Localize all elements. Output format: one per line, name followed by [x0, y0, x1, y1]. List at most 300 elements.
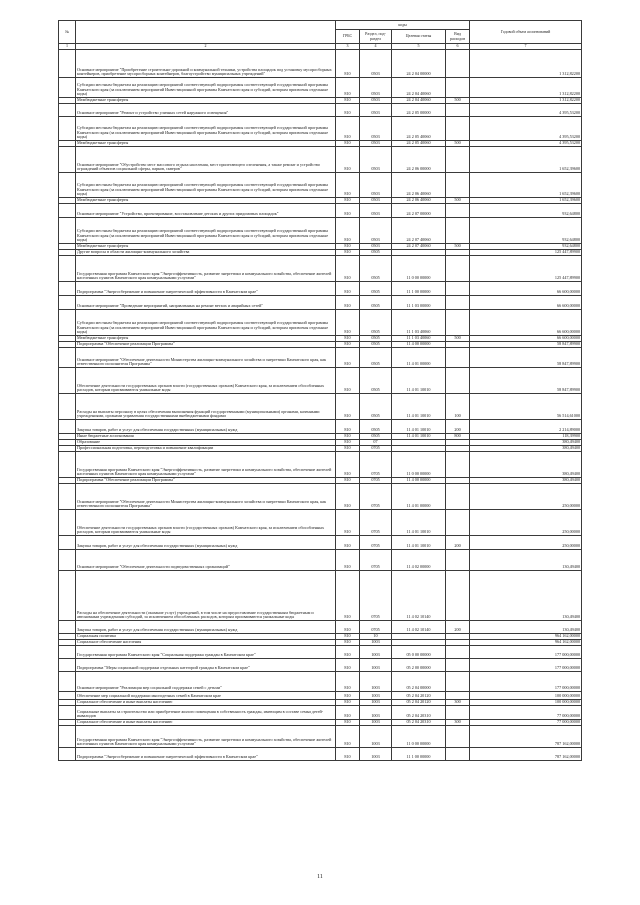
cell-article: 05 2 04 20120 — [392, 700, 446, 706]
cell-annual-sum: 118,39900 — [470, 434, 582, 440]
cell-annual-sum: 100 000,00000 — [470, 692, 582, 700]
table-row — [59, 420, 582, 434]
cell-number — [59, 550, 76, 571]
cell-grbs: 810 — [336, 256, 360, 282]
cell-article: 05 2 04 00000 — [392, 672, 446, 692]
cell-article: 24 2 04 40060 — [392, 78, 446, 98]
cell-name: Основное мероприятие "Обеспечение деятельности подведомственных организаций" — [76, 550, 336, 571]
cell-grbs: 810 — [336, 342, 360, 348]
cell-section: 0505 — [360, 434, 392, 440]
cell-expense-type: 500 — [446, 244, 470, 250]
cell-annual-sum: 66 600,00000 — [470, 296, 582, 310]
cell-name: Социальное обеспечение и иные выплаты населению — [76, 700, 336, 706]
cell-expense-type — [446, 484, 470, 510]
cell-number — [59, 621, 76, 634]
cell-article: 11 4 01 10010 — [392, 434, 446, 440]
cell-article: 24 2 06 40060 — [392, 198, 446, 204]
cell-grbs: 810 — [336, 147, 360, 173]
cell-name: Межбюджетные трансферты — [76, 336, 336, 342]
cell-article: 24 2 04 00000 — [392, 50, 446, 78]
cell-number — [59, 147, 76, 173]
cell-article: 11 4 02 10140 — [392, 571, 446, 621]
table-row — [59, 204, 582, 218]
cell-section: 0705 — [360, 478, 392, 484]
header-annual-sum: Годовой объем ассигнований — [470, 21, 582, 44]
cell-name: Обеспечение деятельности государственных органов власти (государственных органов) Камчатского края, за исключением обособленных расходов, которым присваиваются уникальные коды — [76, 368, 336, 394]
cell-grbs: 810 — [336, 310, 360, 336]
cell-expense-type: 300 — [446, 720, 470, 726]
cell-grbs: 810 — [336, 748, 360, 761]
cell-article: 24 2 07 00000 — [392, 204, 446, 218]
cell-annual-sum: 58 847,89900 — [470, 368, 582, 394]
cell-expense-type — [446, 173, 470, 198]
cell-section: 0503 — [360, 204, 392, 218]
table-row — [59, 621, 582, 634]
table-row — [59, 659, 582, 672]
header-expense-type: Вид расходов — [446, 30, 470, 44]
cell-number — [59, 536, 76, 550]
cell-expense-type — [446, 282, 470, 296]
header-number: № — [59, 21, 76, 44]
cell-article: 11 4 01 10010 — [392, 420, 446, 434]
cell-grbs: 810 — [336, 104, 360, 117]
table-row — [59, 748, 582, 761]
cell-article: 05 0 00 00000 — [392, 646, 446, 659]
cell-grbs: 810 — [336, 117, 360, 141]
cell-name: Социальное обеспечение и иные выплаты населению — [76, 720, 336, 726]
table-row — [59, 218, 582, 244]
cell-article: 24 2 07 40060 — [392, 218, 446, 244]
cell-grbs: 810 — [336, 282, 360, 296]
cell-name: Основное мероприятие "Ремонт и устройство уличных сетей наружного освещения" — [76, 104, 336, 117]
cell-annual-sum: 964 162,00000 — [470, 640, 582, 646]
cell-section: 0505 — [360, 282, 392, 296]
col-index-7: 7 — [470, 44, 582, 50]
cell-number — [59, 173, 76, 198]
cell-annual-sum: 125 447,89900 — [470, 256, 582, 282]
cell-grbs: 810 — [336, 646, 360, 659]
table-row — [59, 310, 582, 336]
header-grbs: ГРБС — [336, 30, 360, 44]
col-index-4: 4 — [360, 44, 392, 50]
cell-name: Закупка товаров, работ и услуг для обеспечения государственных (муниципальных) нужд — [76, 420, 336, 434]
table-row — [59, 348, 582, 368]
cell-expense-type — [446, 348, 470, 368]
cell-number — [59, 282, 76, 296]
cell-expense-type — [446, 692, 470, 700]
cell-grbs: 810 — [336, 640, 360, 646]
cell-number — [59, 78, 76, 98]
cell-expense-type — [446, 296, 470, 310]
cell-expense-type — [446, 659, 470, 672]
page-number: 11 — [317, 874, 323, 880]
table-row — [59, 536, 582, 550]
cell-section: 1003 — [360, 640, 392, 646]
cell-grbs: 810 — [336, 204, 360, 218]
cell-annual-sum: 932,64800 — [470, 204, 582, 218]
cell-section: 0503 — [360, 78, 392, 98]
cell-article: 24 2 04 40060 — [392, 98, 446, 104]
cell-section: 1003 — [360, 726, 392, 748]
cell-expense-type — [446, 147, 470, 173]
cell-section: 1003 — [360, 692, 392, 700]
table-row — [59, 117, 582, 141]
cell-name: Субсидии местным бюджетам на реализацию мероприятий соответствующей подпрограммы соответствующей государственной программы Камчатского края (за исключением мероприятий Инвестиционной программы Камчатского края и субсидий, которым присвоены отдельные коды) — [76, 117, 336, 141]
cell-name: Межбюджетные трансферты — [76, 244, 336, 250]
cell-grbs: 810 — [336, 50, 360, 78]
cell-annual-sum: 1 652,39600 — [470, 173, 582, 198]
cell-expense-type — [446, 218, 470, 244]
cell-name: Основное мероприятие "Реализация мер социальной поддержки семей с детьми" — [76, 672, 336, 692]
cell-name: Государственная программа Камчатского края "Энергоэффективность, развитие энергетики и коммунального хозяйства, обеспечение жителей населенных пунктов Камчатского края коммунальными услугами" — [76, 726, 336, 748]
cell-expense-type: 500 — [446, 336, 470, 342]
cell-name: Образование — [76, 440, 336, 446]
cell-section: 0503 — [360, 98, 392, 104]
cell-article: 24 2 06 00000 — [392, 147, 446, 173]
cell-expense-type — [446, 646, 470, 659]
header-article: Целевая статья — [392, 30, 446, 44]
cell-grbs: 810 — [336, 368, 360, 394]
cell-article: 24 2 06 40060 — [392, 173, 446, 198]
cell-section: 0505 — [360, 368, 392, 394]
cell-section: 0705 — [360, 452, 392, 478]
cell-grbs: 810 — [336, 621, 360, 634]
cell-section: 0503 — [360, 244, 392, 250]
cell-grbs: 810 — [336, 78, 360, 98]
table-row — [59, 147, 582, 173]
cell-number — [59, 310, 76, 336]
cell-number — [59, 218, 76, 244]
cell-annual-sum: 380,49400 — [470, 452, 582, 478]
cell-expense-type — [446, 368, 470, 394]
cell-grbs: 810 — [336, 434, 360, 440]
cell-annual-sum: 964 162,00000 — [470, 634, 582, 640]
cell-grbs: 810 — [336, 250, 360, 256]
cell-number — [59, 484, 76, 510]
cell-article: 11 4 01 10010 — [392, 510, 446, 536]
cell-section: 0705 — [360, 536, 392, 550]
cell-name: Межбюджетные трансферты — [76, 141, 336, 147]
cell-expense-type — [446, 104, 470, 117]
cell-expense-type — [446, 78, 470, 98]
cell-name: Обеспечение деятельности государственных органов власти (государственных органов) Камчатского края, за исключением обособленных расходов, которым присваиваются уникальные коды — [76, 510, 336, 536]
cell-expense-type — [446, 571, 470, 621]
cell-name: Субсидии местным бюджетам на реализацию мероприятий соответствующей подпрограммы соответствующей государственной программы Камчатского края (за исключением мероприятий Инвестиционной программы Камчатского края и субсидий, которым присвоены отдельные коды) — [76, 310, 336, 336]
cell-expense-type — [446, 672, 470, 692]
cell-section: 10 — [360, 634, 392, 640]
cell-section: 0505 — [360, 296, 392, 310]
header-row-top — [59, 21, 582, 30]
cell-grbs: 810 — [336, 659, 360, 672]
cell-expense-type: 500 — [446, 141, 470, 147]
cell-name: Основное мероприятие "Обустройство мест массового отдыха населения, мест прилегающего озеленения, а также ремонт и устройство ограждений объектов социальной сферы, парков, скверов" — [76, 147, 336, 173]
cell-section: 0505 — [360, 394, 392, 420]
cell-name: Расходы на обеспечение деятельности (оказание услуг) учреждений, в том числе на предоставление государственным бюджетным и автономным учреждениям субсидий, за исключением обособленных расходов, которым присваиваются уникальные коды — [76, 571, 336, 621]
table-row — [59, 173, 582, 198]
cell-annual-sum: 1 312,82200 — [470, 98, 582, 104]
cell-annual-sum: 1 652,39600 — [470, 147, 582, 173]
cell-article: 11 1 03 40060 — [392, 310, 446, 336]
cell-expense-type: 500 — [446, 98, 470, 104]
cell-expense-type: 300 — [446, 700, 470, 706]
cell-grbs: 810 — [336, 510, 360, 536]
header-name — [76, 21, 336, 44]
cell-section: 1003 — [360, 659, 392, 672]
cell-expense-type: 200 — [446, 420, 470, 434]
cell-section: 0503 — [360, 50, 392, 78]
cell-annual-sum: 932,64800 — [470, 218, 582, 244]
table-row — [59, 50, 582, 78]
cell-annual-sum: 2 214,89000 — [470, 420, 582, 434]
cell-article: 11 4 02 10140 — [392, 621, 446, 634]
cell-name: Межбюджетные трансферты — [76, 98, 336, 104]
cell-section: 0705 — [360, 571, 392, 621]
cell-annual-sum: 250,00000 — [470, 510, 582, 536]
cell-article: 11 4 01 10010 — [392, 394, 446, 420]
cell-grbs: 810 — [336, 634, 360, 640]
cell-annual-sum: 380,49400 — [470, 446, 582, 452]
header-codes: коды — [336, 21, 470, 30]
cell-number — [59, 646, 76, 659]
cell-article: 11 4 01 00000 — [392, 348, 446, 368]
cell-number — [59, 672, 76, 692]
cell-article: 24 2 05 40060 — [392, 117, 446, 141]
table-row — [59, 104, 582, 117]
cell-section: 07 — [360, 440, 392, 446]
cell-article: 05 2 04 20120 — [392, 692, 446, 700]
cell-name: Субсидии местным бюджетам на реализацию мероприятий соответствующей подпрограммы соответствующей государственной программы Камчатского края (за исключением мероприятий Инвестиционной программы Камчатского края и субсидий, которым присвоены отдельные коды) — [76, 218, 336, 244]
cell-name: Основное мероприятие "Обеспечение деятельности Министерства жилищно-коммунального хозяйства и энергетики Камчатского края, как ответственного исполнителя Программы" — [76, 484, 336, 510]
cell-annual-sum: 1 312,82200 — [470, 78, 582, 98]
cell-expense-type — [446, 726, 470, 748]
cell-number — [59, 452, 76, 478]
cell-section: 0503 — [360, 141, 392, 147]
cell-article: 05 2 00 00000 — [392, 659, 446, 672]
cell-article: 24 2 05 00000 — [392, 104, 446, 117]
cell-number — [59, 692, 76, 700]
cell-grbs: 810 — [336, 726, 360, 748]
cell-article: 11 4 01 10010 — [392, 368, 446, 394]
cell-expense-type: 800 — [446, 434, 470, 440]
cell-expense-type — [446, 117, 470, 141]
cell-grbs: 810 — [336, 700, 360, 706]
cell-grbs: 810 — [336, 336, 360, 342]
cell-name: Основное мероприятие "Устройство, проектирование, восстановление детских и других придомовых площадок" — [76, 204, 336, 218]
cell-article: 11 4 02 00000 — [392, 550, 446, 571]
cell-annual-sum: 58 847,89900 — [470, 342, 582, 348]
cell-grbs: 810 — [336, 98, 360, 104]
cell-section: 0705 — [360, 484, 392, 510]
cell-grbs: 810 — [336, 536, 360, 550]
cell-expense-type: 200 — [446, 621, 470, 634]
cell-name: Основное мероприятие "Приобретение строительно-дорожной и коммунальной техники, устройства площадок под установку мусоросборных контейнеров, приобретение мусоросборных контейнеров, благоустройство муниципальных учреждений" — [76, 50, 336, 78]
cell-annual-sum: 56 514,61000 — [470, 394, 582, 420]
cell-grbs: 810 — [336, 452, 360, 478]
cell-number — [59, 748, 76, 761]
cell-number — [59, 706, 76, 720]
cell-number — [59, 204, 76, 218]
cell-article: 11 0 00 00000 — [392, 726, 446, 748]
cell-expense-type — [446, 748, 470, 761]
cell-expense-type — [446, 50, 470, 78]
cell-name: Субсидии местным бюджетам на реализацию мероприятий соответствующей подпрограммы соответствующей государственной программы Камчатского края (за исключением мероприятий Инвестиционной программы Камчатского края и субсидий, которым присвоены отдельные коды) — [76, 78, 336, 98]
table-row — [59, 78, 582, 98]
cell-grbs: 810 — [336, 440, 360, 446]
table-row — [59, 296, 582, 310]
cell-name: Основное мероприятие "Обеспечение деятельности Министерства жилищно-коммунального хозяйства и энергетики Камчатского края, как ответственного исполнителя Программы" — [76, 348, 336, 368]
cell-name: Закупка товаров, работ и услуг для обеспечения государственных (муниципальных) нужд — [76, 536, 336, 550]
cell-grbs: 810 — [336, 550, 360, 571]
cell-name: Подпрограмма "Обеспечение реализации Программы" — [76, 342, 336, 348]
cell-number — [59, 296, 76, 310]
cell-grbs: 810 — [336, 296, 360, 310]
cell-annual-sum: 58 847,89900 — [470, 348, 582, 368]
cell-name: Профессиональная подготовка, переподготовка и повышение квалификации — [76, 446, 336, 452]
table-row — [59, 672, 582, 692]
cell-annual-sum: 66 600,00000 — [470, 310, 582, 336]
table-row — [59, 394, 582, 420]
cell-section: 0505 — [360, 256, 392, 282]
col-index-1: 1 — [59, 44, 76, 50]
cell-section: 1003 — [360, 646, 392, 659]
cell-name: Социальные выплаты за строительство или приобретение жилого помещения в собственность граждан, имеющим в составе семьи детей-инвалидов — [76, 706, 336, 720]
cell-grbs: 810 — [336, 484, 360, 510]
cell-name: Государственная программа Камчатского края "Социальная поддержка граждан в Камчатском крае" — [76, 646, 336, 659]
cell-expense-type: 500 — [446, 198, 470, 204]
cell-name: Иные бюджетные ассигнования — [76, 434, 336, 440]
cell-annual-sum: 380,49400 — [470, 440, 582, 446]
cell-number — [59, 50, 76, 78]
cell-number — [59, 368, 76, 394]
cell-grbs: 810 — [336, 706, 360, 720]
cell-grbs: 810 — [336, 446, 360, 452]
cell-article: 11 4 00 00000 — [392, 478, 446, 484]
cell-number — [59, 104, 76, 117]
table-row — [59, 571, 582, 621]
cell-grbs: 810 — [336, 198, 360, 204]
cell-article: 11 4 01 00000 — [392, 484, 446, 510]
cell-annual-sum: 250,00000 — [470, 484, 582, 510]
cell-section: 0705 — [360, 446, 392, 452]
table-row — [59, 692, 582, 700]
cell-name: Межбюджетные трансферты — [76, 198, 336, 204]
cell-section: 1003 — [360, 720, 392, 726]
cell-number — [59, 726, 76, 748]
cell-number — [59, 420, 76, 434]
cell-annual-sum: 4 395,53200 — [470, 117, 582, 141]
cell-annual-sum: 177 000,00000 — [470, 646, 582, 659]
cell-expense-type — [446, 256, 470, 282]
table-row — [59, 282, 582, 296]
cell-annual-sum: 130,49400 — [470, 550, 582, 571]
cell-section: 0705 — [360, 621, 392, 634]
cell-number — [59, 256, 76, 282]
table-row — [59, 646, 582, 659]
cell-grbs: 810 — [336, 394, 360, 420]
cell-name: Другие вопросы в области жилищно-коммунального хозяйства — [76, 250, 336, 256]
cell-article: 11 1 03 00000 — [392, 296, 446, 310]
budget-sheet — [58, 20, 581, 761]
cell-section: 1003 — [360, 706, 392, 720]
cell-name: Субсидии местным бюджетам на реализацию мероприятий соответствующей подпрограммы соответствующей государственной программы Камчатского края (за исключением мероприятий Инвестиционной программы Камчатского края и субсидий, которым присвоены отдельные коды) — [76, 173, 336, 198]
cell-annual-sum: 4 395,53200 — [470, 104, 582, 117]
table-row — [59, 256, 582, 282]
cell-annual-sum: 177 000,00000 — [470, 659, 582, 672]
col-index-3: 3 — [336, 44, 360, 50]
cell-annual-sum: 932,64800 — [470, 244, 582, 250]
cell-section: 0503 — [360, 198, 392, 204]
table-row — [59, 726, 582, 748]
cell-section: 0503 — [360, 147, 392, 173]
cell-section: 0705 — [360, 550, 392, 571]
cell-expense-type — [446, 550, 470, 571]
cell-section: 0505 — [360, 348, 392, 368]
table-row — [59, 484, 582, 510]
cell-section: 0505 — [360, 336, 392, 342]
cell-expense-type — [446, 510, 470, 536]
cell-article: 11 4 01 10010 — [392, 536, 446, 550]
cell-section: 0503 — [360, 173, 392, 198]
cell-grbs: 810 — [336, 478, 360, 484]
cell-article: 11 1 00 00000 — [392, 748, 446, 761]
cell-name: Государственная программа Камчатского края "Энергоэффективность, развитие энергетики и коммунального хозяйства, обеспечение жителей населенных пунктов Камчатского края коммунальными услугами" — [76, 452, 336, 478]
cell-grbs: 810 — [336, 173, 360, 198]
cell-section: 0503 — [360, 117, 392, 141]
table-row — [59, 368, 582, 394]
cell-article: 11 1 00 00000 — [392, 282, 446, 296]
cell-annual-sum: 380,49400 — [470, 478, 582, 484]
cell-annual-sum: 130,49400 — [470, 621, 582, 634]
cell-name: Подпрограмма "Энергосбережение и повышение энергетической эффективности в Камчатском крае" — [76, 282, 336, 296]
cell-annual-sum: 66 600,00000 — [470, 282, 582, 296]
cell-annual-sum: 1 312,82200 — [470, 50, 582, 78]
cell-expense-type — [446, 310, 470, 336]
cell-name: Государственная программа Камчатского края "Энергоэффективность, развитие энергетики и коммунального хозяйства, обеспечение жителей населенных пунктов Камчатского края коммунальными услугами" — [76, 256, 336, 282]
cell-number — [59, 571, 76, 621]
cell-number — [59, 117, 76, 141]
cell-annual-sum: 77 000,00000 — [470, 706, 582, 720]
cell-section: 0705 — [360, 510, 392, 536]
budget-table — [58, 20, 582, 761]
cell-grbs: 810 — [336, 218, 360, 244]
col-index-2: 2 — [76, 44, 336, 50]
cell-annual-sum: 4 395,53200 — [470, 141, 582, 147]
cell-section: 0505 — [360, 250, 392, 256]
cell-article: 24 2 05 40060 — [392, 141, 446, 147]
cell-name: Подпрограмма "Меры социальной поддержки отдельных категорий граждан в Камчатском крае" — [76, 659, 336, 672]
cell-section: 1003 — [360, 700, 392, 706]
cell-annual-sum: 130,49400 — [470, 571, 582, 621]
cell-name: Закупка товаров, работ и услуг для обеспечения государственных (муниципальных) нужд — [76, 621, 336, 634]
cell-section: 1003 — [360, 672, 392, 692]
cell-article: 24 2 07 40060 — [392, 244, 446, 250]
cell-annual-sum: 125 447,89900 — [470, 250, 582, 256]
cell-article: 11 0 00 00000 — [392, 452, 446, 478]
cell-annual-sum: 250,00000 — [470, 536, 582, 550]
cell-grbs: 810 — [336, 692, 360, 700]
cell-article: 05 2 04 20310 — [392, 706, 446, 720]
cell-number — [59, 348, 76, 368]
cell-grbs: 810 — [336, 672, 360, 692]
cell-article: 11 1 03 40060 — [392, 336, 446, 342]
table-body — [59, 50, 582, 761]
cell-number — [59, 394, 76, 420]
cell-grbs: 810 — [336, 141, 360, 147]
cell-name: Социальная политика — [76, 634, 336, 640]
cell-section: 0503 — [360, 104, 392, 117]
cell-grbs: 810 — [336, 571, 360, 621]
cell-annual-sum: 1 652,39600 — [470, 198, 582, 204]
